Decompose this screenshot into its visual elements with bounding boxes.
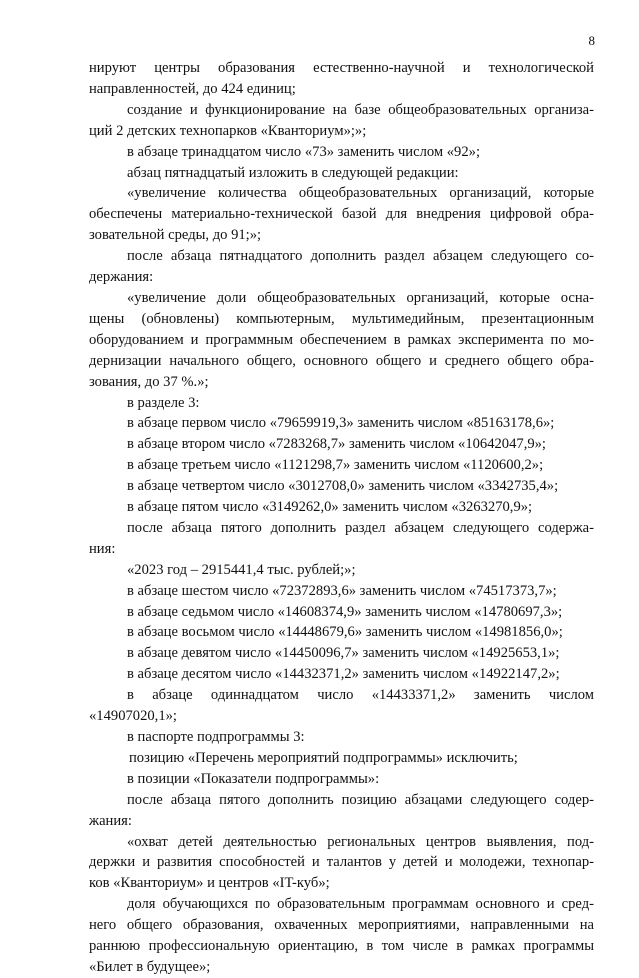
text-line: в абзаце первом число «79659919,3» заменить числом «85163178,6»;	[127, 415, 555, 432]
text-line: в паспорте подпрограммы 3:	[127, 729, 305, 745]
text-line: в разделе 3:	[127, 394, 200, 411]
text-line: в абзаце четвертом число «3012708,0» заменить числом «3342735,4»;	[127, 478, 559, 495]
text-line: в абзаце десятом число «14432371,2» заменить числом «14922147,2»;	[127, 666, 560, 683]
page-number: 8	[588, 33, 595, 48]
text-line: него общего образования, охваченных мероприятиями, направленными на	[89, 917, 594, 934]
text-line: щены (обновлены) компьютерным, мультимедийным, презентационным	[89, 310, 594, 327]
text-line: в абзаце втором число «7283268,7» заменить числом «10642047,9»;	[127, 436, 546, 453]
text-line: «увеличение доли общеобразовательных организаций, которые осна-	[127, 289, 594, 306]
text-line: позицию «Перечень мероприятий подпрограммы» исключить;	[129, 749, 518, 766]
text-line: ния:	[89, 540, 116, 557]
text-line: абзац пятнадцатый изложить в следующей редакции:	[127, 164, 459, 181]
text-line: держания:	[89, 269, 154, 286]
document-body	[89, 58, 594, 978]
text-line: в абзаце третьем число «1121298,7» заменить числом «1120600,2»;	[127, 457, 544, 474]
text-line: держки и развития способностей и талантов у детей и молодежи, технопар-	[89, 854, 594, 871]
text-line: создание и функционирование на базе общеобразовательных организа-	[127, 101, 594, 118]
text-line: в абзаце пятом число «3149262,0» заменить числом «3263270,9»;	[127, 499, 533, 516]
text-line: дернизации начального общего, основного общего и среднего общего обра-	[89, 352, 594, 369]
text-line: «Билет в будущее»;	[89, 958, 211, 975]
text-line: в абзаце восьмом число «14448679,6» заменить числом «14981856,0»;	[127, 624, 563, 641]
text-line: после абзаца пятого дополнить раздел абзацем следующего содержа-	[127, 519, 594, 536]
text-line: оборудованием и программным обеспечением в рамках эксперимента по мо-	[89, 331, 594, 348]
text-line: зовательной среды, до 91;»;	[89, 227, 262, 244]
text-line: раннюю профессиональную ориентацию, в том числе в рамках программы	[89, 938, 594, 955]
text-line: после абзаца пятого дополнить позицию абзацами следующего содер-	[127, 791, 594, 808]
text-line: направленностей, до 424 единиц;	[89, 80, 296, 97]
text-line: «увеличение количества общеобразовательных организаций, которые	[127, 185, 594, 202]
text-line: в абзаце одиннадцатом число «14433371,2» заменить числом	[127, 687, 594, 704]
text-line: «2023 год – 2915441,4 тыс. рублей;»;	[127, 561, 356, 578]
text-line: ций 2 детских технопарков «Кванториум»;»;	[89, 122, 367, 139]
text-line: в абзаце девятом число «14450096,7» заменить числом «14925653,1»;	[127, 645, 560, 662]
text-line: зования, до 37 %.»;	[89, 373, 209, 390]
text-line: в абзаце шестом число «72372893,6» заменить числом «74517373,7»;	[127, 582, 557, 599]
text-line: «охват детей деятельностью региональных центров выявления, под-	[127, 833, 594, 850]
text-line: доля обучающихся по образовательным программам основного и сред-	[127, 896, 594, 913]
text-line: жания:	[89, 812, 132, 829]
text-line: «14907020,1»;	[89, 708, 177, 725]
text-line: ков «Кванториум» и центров «IT-куб»;	[89, 875, 330, 892]
text-line: в абзаце седьмом число «14608374,9» заменить числом «14780697,3»;	[127, 603, 563, 620]
text-line: в позиции «Показатели подпрограммы»:	[127, 770, 380, 787]
text-line: обеспечены материально-технической базой для внедрения цифровой обра-	[89, 206, 594, 223]
text-line: после абзаца пятнадцатого дополнить раздел абзацем следующего со-	[127, 248, 594, 265]
text-line: в абзаце тринадцатом число «73» заменить числом «92»;	[127, 143, 480, 160]
text-line: нируют центры образования естественно-научной и технологической	[89, 60, 594, 76]
